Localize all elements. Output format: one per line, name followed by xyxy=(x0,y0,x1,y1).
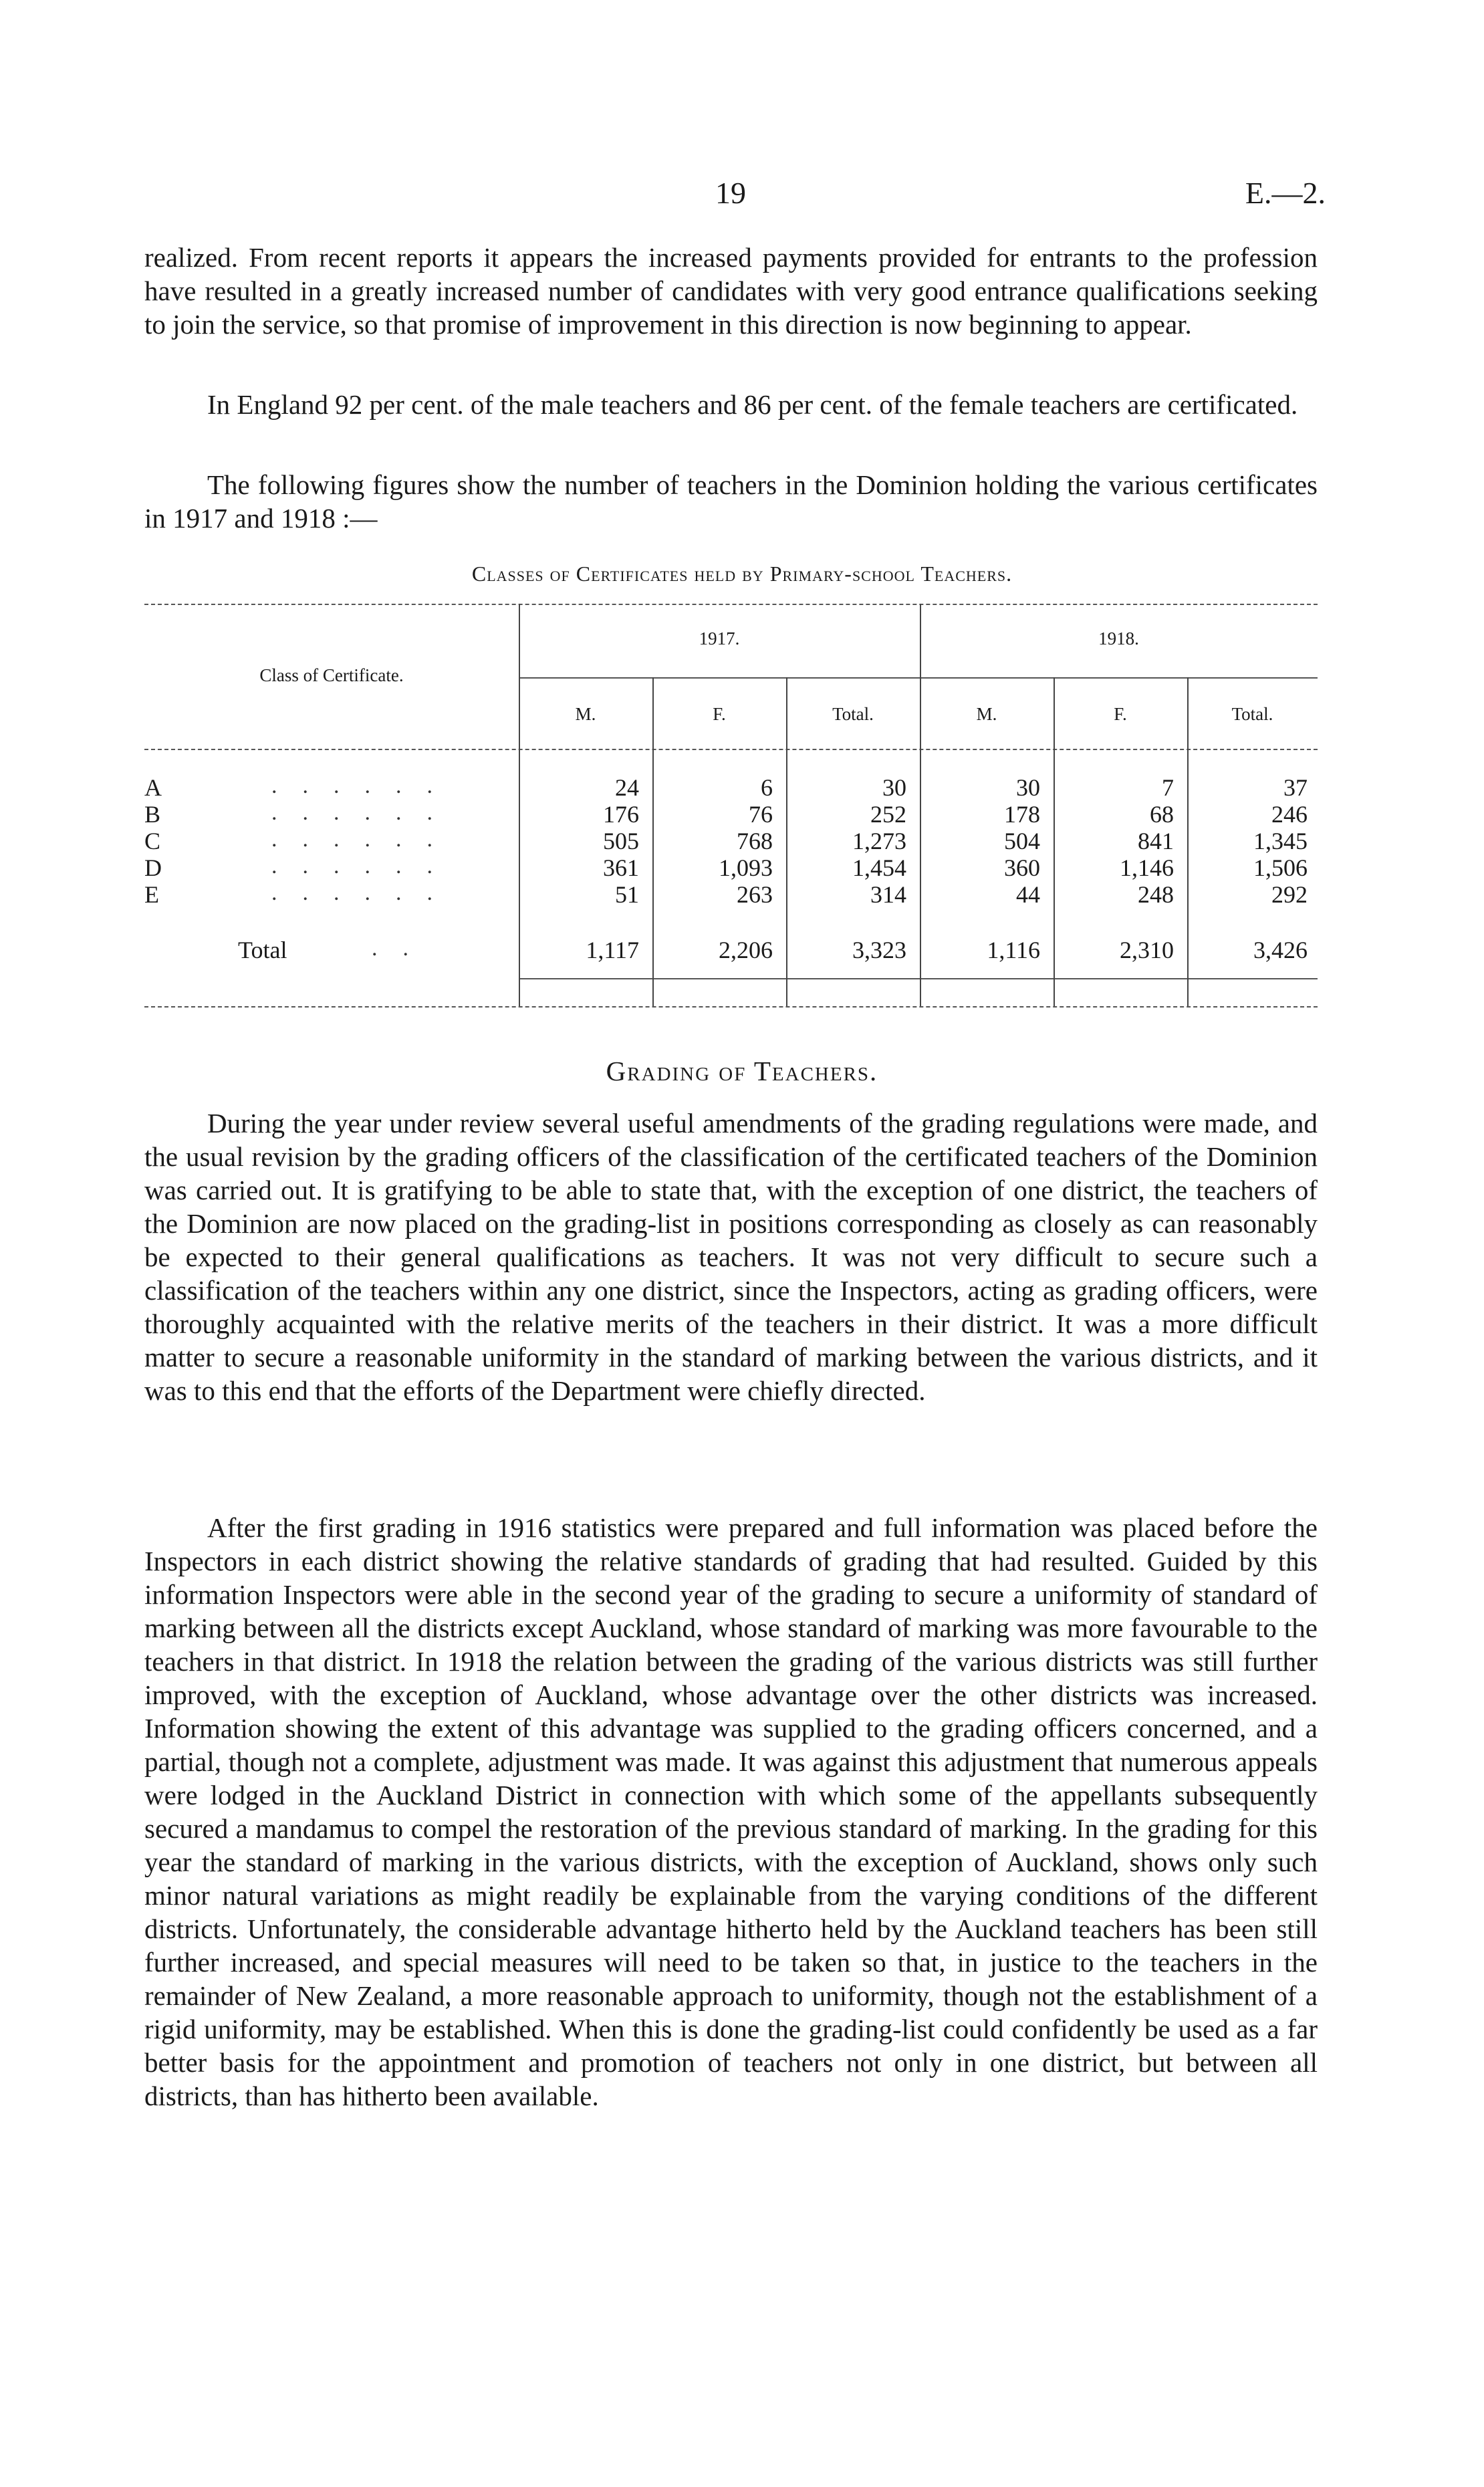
table-cell: 361 xyxy=(603,854,639,881)
leader-dots: ...... xyxy=(271,827,458,852)
row-label-d: D xyxy=(144,854,162,881)
table-cell: 504 xyxy=(1004,828,1040,854)
table-cell: 1,093 xyxy=(719,854,773,881)
page-number: 19 xyxy=(715,176,746,210)
paragraph-england: In England 92 per cent. of the male teachers and 86 per cent. of the female teachers are certificated. xyxy=(207,389,1298,420)
table-cell: 44 xyxy=(1016,881,1040,908)
table-cell: 176 xyxy=(603,801,639,828)
year-header-1917: 1917. xyxy=(699,628,740,648)
table-cell: 51 xyxy=(615,881,639,908)
page-header xyxy=(0,175,1484,215)
paragraph-grading-review: During the year under review several useful amendments of the grading regulations were made, and the usual revision by the grading officers of the classification of the certificated teachers of the Dominion was carried out. It is gratifying to be able to state that, with the exception of one district, the teachers of the Dominion are now placed on the grading-list in positions corresponding as closely as can reasonably be expected to their general qualifications as teachers. It was not very difficult to secure such a classification of the teachers within any one district, since the Inspectors, acting as grading officers, were thoroughly acquainted with the relative merits of the teachers in their district. It was a more difficult matter to secure a reasonable uniformity in the standard of marking between the various districts, and it was to this end that the efforts of the Department were chiefly directed. xyxy=(144,1108,1318,1406)
table-cell: 1,454 xyxy=(852,854,906,881)
row-label-a: A xyxy=(144,774,162,801)
header-bottom-rule xyxy=(144,749,1318,750)
paragraph-continuation: realized. From recent reports it appears the increased payments provided for entrants to the profession have resulted in a greatly increased number of candidates with very good entrance qualifications seeking to join the service, so that promise of improvement in this direction is now beginning to appear. xyxy=(144,242,1318,340)
table-cell: 6 xyxy=(761,774,773,801)
table-cell: 30 xyxy=(1016,774,1040,801)
table-cell: 252 xyxy=(870,801,906,828)
table-cell: 246 xyxy=(1271,801,1308,828)
col-header-total-1917: Total. xyxy=(832,704,874,724)
table-cell: 1,506 xyxy=(1253,854,1308,881)
table-total-cell: 3,426 xyxy=(1253,937,1308,963)
table-cell: 68 xyxy=(1150,801,1174,828)
row-label-b: B xyxy=(144,801,161,828)
certificates-table xyxy=(144,598,1318,1010)
table-total-cell: 2,310 xyxy=(1120,937,1174,963)
total-row-label: Total xyxy=(238,937,287,963)
leader-dots: ...... xyxy=(271,854,458,878)
year-header-1918: 1918. xyxy=(1098,628,1139,648)
leader-dots: ...... xyxy=(271,880,458,905)
table-total-cell: 1,116 xyxy=(987,937,1040,963)
leader-dots: ...... xyxy=(271,800,458,825)
paragraph-figures-intro: The following figures show the number of teachers in the Dominion holding the various certificates in 1917 and 1918 :— xyxy=(144,469,1318,534)
table-cell: 7 xyxy=(1162,774,1174,801)
table-cell: 314 xyxy=(870,881,906,908)
table-top-rule xyxy=(144,604,1318,605)
table-cell: 37 xyxy=(1283,774,1308,801)
series-code: E.—2. xyxy=(1245,176,1326,210)
table-cell: 24 xyxy=(615,774,639,801)
row-label-e: E xyxy=(144,881,159,908)
table-cell: 505 xyxy=(603,828,639,854)
table-cell: 360 xyxy=(1004,854,1040,881)
col-header-total-1918: Total. xyxy=(1231,704,1273,724)
table-cell: 1,345 xyxy=(1253,828,1308,854)
table-cell: 292 xyxy=(1271,881,1308,908)
col-header-f-1917: F. xyxy=(713,704,726,724)
table-cell: 841 xyxy=(1138,828,1174,854)
table-bottom-rule xyxy=(144,1006,1318,1008)
col-header-m-1918: M. xyxy=(976,704,997,724)
table-total-cell: 3,323 xyxy=(852,937,906,963)
table-cell: 76 xyxy=(749,801,773,828)
table-cell: 263 xyxy=(737,881,773,908)
table-cell: 768 xyxy=(737,828,773,854)
table-caption: Classes of Certificates held by Primary-school Teachers. xyxy=(471,562,1013,586)
paragraph-grading-history: After the first grading in 1916 statistics were prepared and full information was placed before the Inspectors in each district showing the relative standards of grading that had resulted. Guided by this information Inspectors were able in the second year of the grading to secure a uniformity of standard of marking between all the districts except Auckland, whose standard of marking was more favourable to the teachers in that district. In 1918 the relation between the grading of the various districts was still further improved, with the exception of Auckland, whose advantage over the other districts was increased. Information showing the extent of this advantage was supplied to the grading officers concerned, and a partial, though not a complete, adjustment was made. It was against this adjustment that numerous appeals were lodged in the Auckland District in connection with which some of the appellants subsequently secured a mandamus to compel the restoration of the previous standard of marking. In the grading for this year the standard of marking in the various districts, with the exception of Auckland, shows only such minor natural variations as might readily be explainable from the varying conditions of the different districts. Unfortunately, the considerable advantage hitherto held by the Auckland teachers has been still further increased, and special measures will need to be taken so that, in justice to the teachers in the remainder of New Zealand, a more reasonable approach to uniformity, though not the establishment of a rigid uniformity, may be established. When this is done the grading-list could confidently be used as a far better basis for the appointment and promotion of teachers not only in one district, but between all districts, than has hitherto been available. xyxy=(144,1512,1318,2111)
table-total-cell: 2,206 xyxy=(719,937,773,963)
table-cell: 178 xyxy=(1004,801,1040,828)
section-title: Grading of Teachers. xyxy=(606,1056,878,1086)
total-rule xyxy=(519,978,1318,979)
year-sub-rule xyxy=(519,677,1318,679)
table-cell: 1,146 xyxy=(1120,854,1174,881)
leader-dots: .. xyxy=(372,936,434,961)
row-label-c: C xyxy=(144,828,161,854)
table-cell: 1,273 xyxy=(852,828,906,854)
table-cell: 248 xyxy=(1138,881,1174,908)
leader-dots: ...... xyxy=(271,774,458,798)
table-total-cell: 1,117 xyxy=(586,937,639,963)
col-header-m-1917: M. xyxy=(575,704,596,724)
table-cell: 30 xyxy=(882,774,906,801)
stub-header: Class of Certificate. xyxy=(259,665,404,685)
col-header-f-1918: F. xyxy=(1114,704,1127,724)
